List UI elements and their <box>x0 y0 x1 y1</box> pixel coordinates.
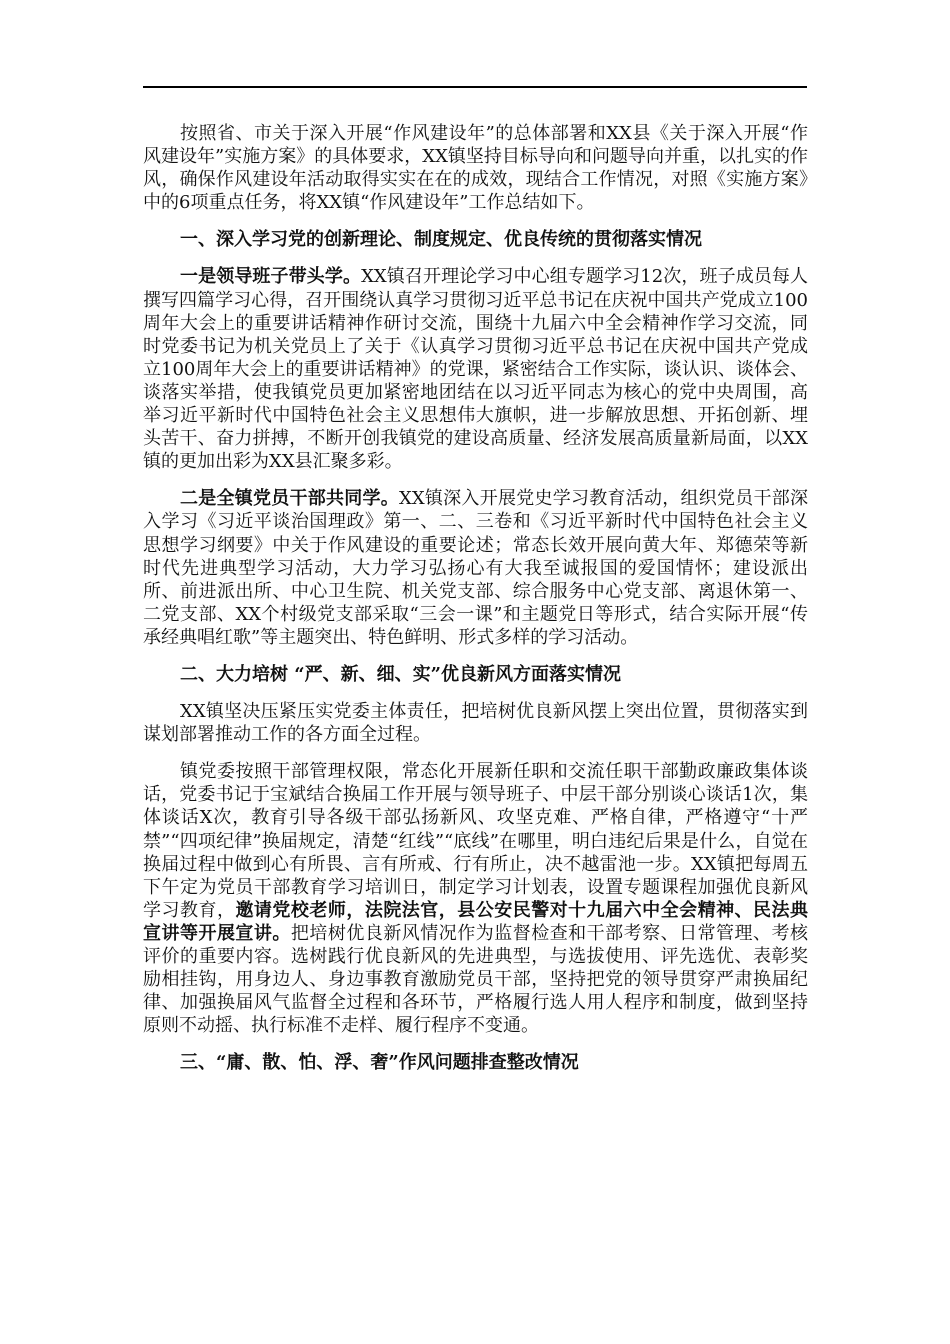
section1-para2-lead: 二是全镇党员干部共同学。 <box>180 488 400 510</box>
section2-heading: 二、大力培树 “严、新、细、实”优良新风方面落实情况 <box>180 663 621 685</box>
section3-heading: 三、“庸、散、怕、浮、奢”作风问题排查整改情况 <box>180 1052 579 1074</box>
section2-para2-part-a: 镇党委按照干部管理权限，常态化开展新任职和交流任职干部勤政廉政集体谈话，党委书记于宝斌结合换届工作开展与领导班子、中层干部分别谈心谈话1次，集体谈话X次，教育引导各级干部弘扬新风、攻坚克难、严格自律，严格遵守“十严禁”“四项纪律”换届规定，清楚“红线”“底线”在哪里，明白违纪后果是什么，自觉在换届过程中做到心有所畏、言有所戒、行有所止，决不越雷池一步。XX镇把每周五下午定为党员干部教育学习培训日，制定学习计划表，设置专题课程加强优良新风学习教育， <box>143 761 808 921</box>
section1-para1-body: XX镇召开理论学习中心组专题学习12次，班子成员每人撰写四篇学习心得，召开围绕认真学习贯彻习近平总书记在庆祝中国共产党成立100周年大会上的重要讲话精神作研讨交流，围绕十九届六中全会精神作学习交流，同时党委书记为机关党员上了关于《认真学习贯彻习近平总书记在庆祝中国共产党成立100周年大会上的重要讲话精神》的党课，紧密结合工作实际，谈认识、谈体会、谈落实举措，使我镇党员更加紧密地团结在以习近平同志为核心的党中央周围，高举习近平新时代中国特色社会主义思想伟大旗帜，进一步解放思想、开拓创新、埋头苦干、奋力拼搏，不断开创我镇党的建设高质量、经济发展高质量新局面，以XX镇的更加出彩为XX县汇聚多彩。 <box>143 266 809 473</box>
section2-para2-part-b: 把培树优良新风情况作为监督检查和干部考察、日常管理、考核评价的重要内容。选树践行优良新风的先进典型，与选拔使用、评先选优、表彰奖励相挂钩，用身边人、身边事教育激励党员干部，坚持把党的领导贯穿严肃换届纪律、加强换届风气监督全过程和各环节，严格履行选人用人程序和制度，做到坚持原则不动摇、执行标准不走样、履行程序不变通。 <box>143 922 809 1037</box>
section1-paragraph-2 <box>143 487 808 649</box>
section1-para2-body: XX镇深入开展党史学习教育活动，组织党员干部深入学习《习近平谈治国理政》第一、二、三卷和《习近平新时代中国特色社会主义思想学习纲要》中关于作风建设的重要论述；常态长效开展向黄大年、郑德荣等新时代先进典型学习活动，大力学习弘扬心有大我至诚报国的爱国情怀；建设派出所、前进派出所、中心卫生院、机关党支部、综合服务中心党支部、离退休第一、二党支部、XX个村级党支部采取“三会一课”和主题党日等形式，结合实际开展“传承经典唱红歌”等主题突出、特色鲜明、形式多样的学习活动。 <box>143 488 808 648</box>
document-body <box>143 122 808 1074</box>
section2-paragraph-1: XX镇坚决压紧压实党委主体责任，把培树优良新风摆上突出位置，贯彻落实到谋划部署推动工作的各方面全过程。 <box>143 701 808 746</box>
header-rule <box>143 86 807 88</box>
intro-paragraph: 按照省、市关于深入开展“作风建设年”的总体部署和XX县《关于深入开展“作风建设年”实施方案》的具体要求，XX镇坚持目标导向和问题导向并重，以扎实的作风，确保作风建设年活动取得实实在在的成效，现结合工作情况，对照《实施方案》中的6项重点任务，将XX镇“作风建设年”工作总结如下。 <box>143 123 808 214</box>
section1-paragraph-1 <box>143 265 808 473</box>
section1-heading: 一、深入学习党的创新理论、制度规定、优良传统的贯彻落实情况 <box>180 229 702 251</box>
section1-para1-lead: 一是领导班子带头学。 <box>180 266 362 288</box>
section2-paragraph-2 <box>143 760 808 1037</box>
section2-para2-bold: 邀请党校老师，法院法官，县公安民警对十九届六中全会精神、民法典宣讲等开展宣讲。 <box>143 899 809 944</box>
